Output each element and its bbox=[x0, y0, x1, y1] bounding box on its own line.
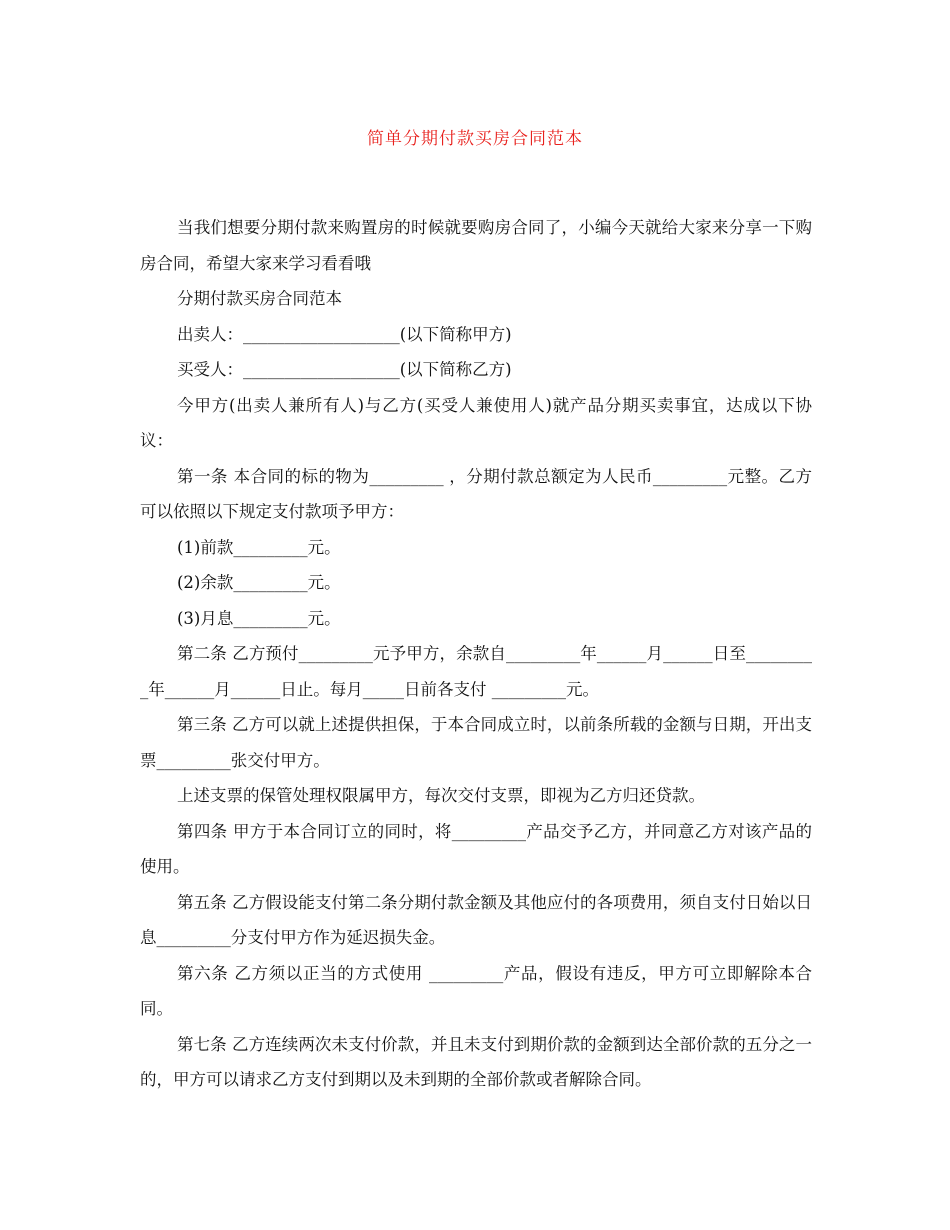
paragraph-subtitle: 分期付款买房合同范本 bbox=[177, 289, 342, 308]
document-title: 简单分期付款买房合同范本 bbox=[367, 129, 583, 149]
paragraph-item-3: (3)月息_________元。 bbox=[177, 608, 341, 628]
paragraph-article-6: 第六条 乙方须以正当的方式使用 _________产品，假设有违反，甲方可立即解除本合同。 bbox=[140, 963, 812, 1018]
paragraph-seller: 出卖人：___________________(以下简称甲方) bbox=[177, 324, 512, 344]
paragraph-item-2: (2)余款_________元。 bbox=[177, 573, 341, 592]
paragraph-item-1: (1)前款_________元。 bbox=[177, 537, 341, 557]
paragraph-agreement: 今甲方(出卖人兼所有人)与乙方(买受人兼使用人)就产品分期买卖事宜，达成以下协议： bbox=[140, 395, 812, 450]
paragraph-buyer: 买受人：___________________(以下简称乙方) bbox=[177, 360, 512, 379]
paragraph-article-3: 第三条 乙方可以就上述提供担保，于本合同成立时，以前条所载的金额与日期，开出支票_________张交付甲方。 bbox=[140, 715, 812, 770]
paragraph-intro: 当我们想要分期付款来购置房的时候就要购房合同了，小编今天就给大家来分享一下购房合同，希望大家来学习看看哦 bbox=[140, 218, 812, 273]
paragraph-article-1: 第一条 本合同的标的物为_________ ，分期付款总额定为人民币_________元整。乙方可以依照以下规定支付款项予甲方： bbox=[140, 466, 812, 521]
paragraph-cheque-note: 上述支票的保管处理权限属甲方，每次交付支票，即视为乙方归还贷款。 bbox=[177, 786, 705, 805]
paragraph-article-2: 第二条 乙方预付_________元予甲方，余款自_________年______月______日至_________年______月______日止。每月_____日前各支付 _________元。 bbox=[140, 644, 812, 699]
paragraph-article-7: 第七条 乙方连续两次未支付价款，并且未支付到期价款的金额到达全部价款的五分之一的，甲方可以请求乙方支付到期以及未到期的全部价款或者解除合同。 bbox=[140, 1034, 812, 1089]
document-body bbox=[140, 210, 812, 1098]
paragraph-article-5: 第五条 乙方假设能支付第二条分期付款金额及其他应付的各项费用，须自支付日始以日息_________分支付甲方作为延迟损失金。 bbox=[140, 892, 812, 947]
paragraph-article-4: 第四条 甲方于本合同订立的同时，将_________产品交予乙方，并同意乙方对该产品的使用。 bbox=[140, 821, 812, 876]
